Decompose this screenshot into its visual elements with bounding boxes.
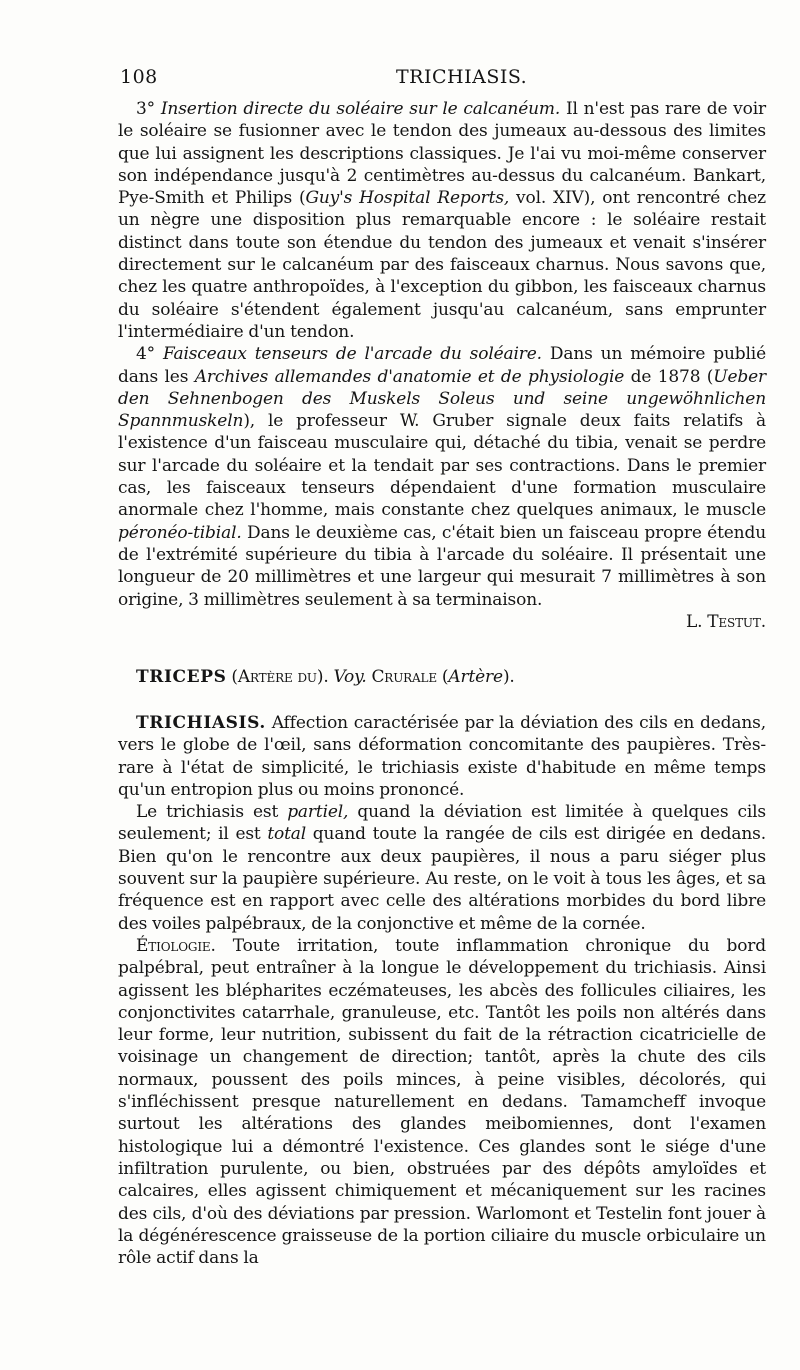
text-run-italic: Insertion directe du soléaire sur le calcanéum.: [160, 99, 561, 119]
text-run: Dans le deuxième cas, c'était bien un faisceau propre étendu de l'extrémité supérieure du tibia à l'arcade du soléaire. Il présentait une longueur de 20 millimètres et une largeur qui mesurait 7 millimètres à son origine, 3 millimètres seulement à sa terminaison.: [118, 522, 766, 610]
paragraph-insertion-directe: [118, 98, 766, 343]
text-run-italic: total: [267, 824, 307, 845]
text-run: Toute irritation, toute inflammation chronique du bord palpébral, peut entraîner à la longue le développement du trichiasis. Ainsi agissent les blépharites eczémateuses, les abcès des follicules ciliaires, les conjonctivites catarrhale, granuleuse, etc. Tantôt les poils non altérés dans leur forme, leur nutrition, subissent du fait de la rétraction cicatricielle de voisinage un changement de direction; tantôt, après la chute des cils normaux, poussent des poils minces, à peine visibles, décolorés, qui s'infléchissent presque naturellement en dedans. Tamamcheff invoque surtout les altérations des glandes meibomiennes, dont l'examen histologique lui a démontré l'existence. Ces glandes sont le siége d'une infiltration purulente, ou bien, obstruées par des dépôts amyloïdes et calcaires, elles agissent chimiquement et mécaniquement sur les racines des cils, d'où des déviations par pression. Warlomont et Testelin font jouer à la dégénérescence graisseuse de la portion ciliaire du muscle orbiculaire un rôle actif dans la: [118, 935, 766, 1269]
trichiasis-definition: [118, 712, 766, 801]
text-run: ).: [316, 667, 334, 687]
text-run: quand toute la rangée de cils est dirigée en dedans. Bien qu'on le rencontre aux deux paupières, il nous a paru siéger plus souvent sur la paupière supérieure. Au reste, on le voit à tous les âges, et sa fréquence est en rapport avec celle des altérations morbides du bord libre des voiles palpébraux, de la conjonctive et même de la cornée.: [118, 824, 766, 934]
text-run: Dans un mémoire publié dans les: [118, 344, 766, 387]
paragraph-faisceaux-tenseurs: [118, 343, 766, 611]
text-run: ), le professeur W. Gruber signale deux faits relatifs à l'existence d'un faisceau musculaire qui, détaché du tibia, venait se perdre sur l'arcade du soléaire et la tendait par ses contractions. Dans le premier cas, les faisceaux tenseurs dépendaient d'une formation musculaire anormale chez l'homme, mais constante chez quelques animaux, le muscle: [118, 411, 766, 521]
triceps-entry: [118, 666, 766, 688]
voy-abbrev: Voy.: [333, 667, 367, 687]
paragraph-partiel-total: [118, 801, 766, 935]
text-run: Affection caractérisée par la déviation des cils en dedans, vers le globe de l'œil, sans déformation concomitante des paupières. Très-rare à l'état de simplicité, le trichiasis existe d'habitude en même temps qu'un entropion plus ou moins prononcé.: [118, 713, 766, 800]
text-run: 3°: [136, 99, 161, 119]
text-run: de 1878 (: [624, 366, 714, 387]
author-signature: L. Testut.: [685, 611, 766, 632]
text-run-italic: partiel,: [287, 802, 349, 823]
page-number: 108: [120, 66, 158, 88]
text-run-italic: Archives allemandes d'anatomie et de physiologie: [194, 366, 625, 387]
qualifier: Artère du: [237, 667, 317, 687]
cross-reference-qualifier: Artère: [448, 667, 503, 687]
triceps-line: [118, 666, 766, 688]
cross-reference: Crurale: [371, 667, 437, 687]
trichiasis-entry: [118, 712, 766, 1269]
text-run: Il n'est pas rare de voir le soléaire se fusionner avec le tendon des jumeaux au-dessous des limites que lui assignent les descriptions classiques. Je l'ai vu moi-même conserver son indépendance jusqu'à 2 centimètres au-dessus du calcanéum. Bankart, Pye-Smith et Philips (: [118, 99, 766, 209]
text-run: 4°: [136, 344, 163, 365]
text-run-italic: Faisceaux tenseurs de l'arcade du soléaire.: [162, 344, 542, 365]
text-run-italic: péronéo-tibial.: [118, 522, 242, 543]
text-run-italic: Guy's Hospital Reports,: [305, 188, 510, 209]
paragraph-etiologie: [118, 935, 766, 1269]
headword-triceps: TRICEPS: [136, 667, 227, 687]
soleaire-continuation: [118, 98, 766, 633]
text-run: vol. XIV), ont rencontré chez un nègre une disposition plus remarquable encore : le soléaire restait distinct dans toute son étendue du tendon des jumeaux et venait s'insérer directement sur le calcanéum par des faisceaux charnus. Nous savons que, chez les quatre anthropoïdes, à l'exception du gibbon, les faisceaux charnus du soléaire s'étendent également jusqu'au calcanéum, sans emprunter l'intermédiaire d'un tendon.: [118, 188, 766, 342]
text-run: Le trichiasis est: [136, 802, 288, 823]
text-run: (: [437, 667, 449, 687]
text-run-italic: Ueber den Sehnenbogen des Muskels Soleus und seine ungewöhnlichen Spannmuskeln: [118, 366, 766, 432]
etiology-label: Étiologie.: [136, 935, 216, 956]
text-run: ).: [502, 667, 515, 687]
text-run: (: [226, 667, 238, 687]
running-title: TRICHIASIS.: [396, 66, 528, 88]
page-header: [120, 66, 768, 94]
headword-trichiasis: TRICHIASIS.: [136, 713, 266, 733]
text-run: quand la déviation est limitée à quelques cils seulement; il est: [118, 802, 766, 845]
